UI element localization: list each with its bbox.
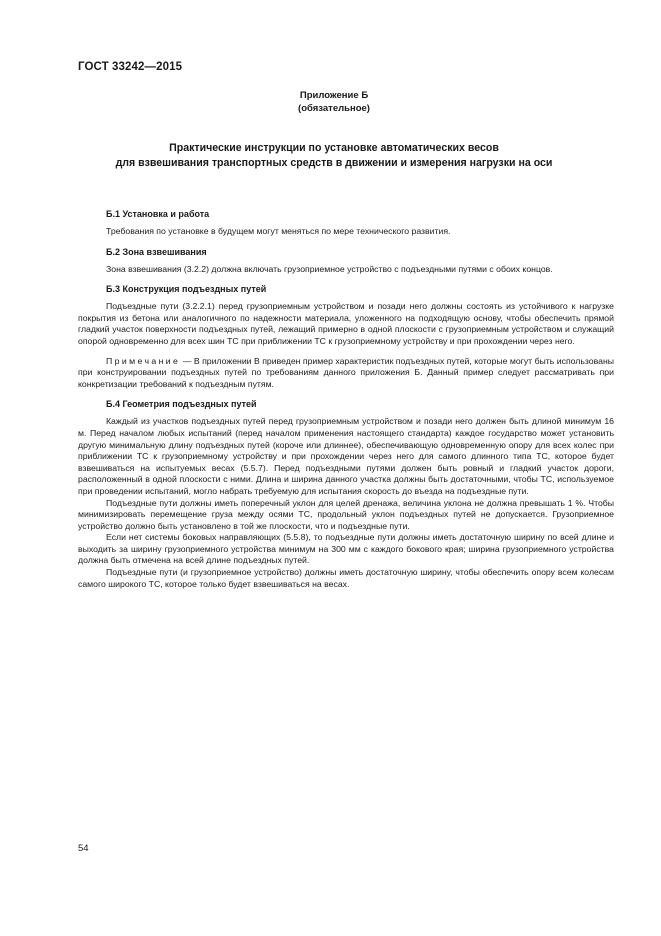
paragraph-b2-1: Зона взвешивания (3.2.2) должна включать грузоприемное устройство с подъездными путями с обоих концов. xyxy=(106,263,553,274)
document-code: ГОСТ 33242—2015 xyxy=(78,61,183,73)
note-b3 xyxy=(78,356,614,391)
document-body xyxy=(78,208,614,590)
section-heading-b4: Б.4 Геометрия подъездных путей xyxy=(106,399,257,410)
appendix-title: Приложение Б xyxy=(299,90,369,101)
main-title xyxy=(78,141,590,171)
paragraph-b4-1: Каждый из участков подъездных путей перед грузоприемным устройством и позади него должен быть длиной минимум 16 м. Перед началом любых испытаний (перед началом применения настоящего стандарта) каждое государство может установить другую минимальную длину подъездных путей (короче или длиннее), обеспечивающую одновременную опору для всех колес при приближении ТС к грузоприемному устройству и при прохождении через него для самого длинного типа ТС, которое будет взвешиваться на испытуемых весах (5.5.7). Перед подъездными путями должен быть ровный и гладкий участок дороги, расположенный в одной плоскости с ними. Длина и ширина данного участка должны быть достаточными, чтобы ТС, используемое при проведении испытаний, могло набрать требуемую для испытания скорость до въезда на подъездные пути. xyxy=(78,416,614,496)
appendix-header xyxy=(78,89,590,115)
appendix-status: (обязательное) xyxy=(298,103,370,114)
main-title-line-1: Практические инструкции по установке автоматических весов xyxy=(169,142,499,154)
page-number: 54 xyxy=(78,843,89,854)
paragraph-b4-2: Подъездные пути должны иметь поперечный уклон для целей дренажа, величина уклона не должна превышать 1 %. Чтобы минимизировать перемещение груза между осями ТС, продольный уклон подъездных путей не допускается. Грузоприемное устройство должно быть установлено в той же плоскости, что и подъездные пути. xyxy=(78,497,614,531)
paragraph-b4-3: Если нет системы боковых направляющих (5.5.8), то подъездные пути должны иметь достаточную ширину по всей длине и выходить за ширину грузоприемного устройства минимум на 300 мм с каждого бокового края; ширина грузоприемного устройства должна быть отмечена на всей длине подъездных путей. xyxy=(78,532,614,566)
note-label: Примечание xyxy=(106,355,181,366)
section-heading-b2: Б.2 Зона взвешивания xyxy=(106,246,207,257)
main-title-line-2: для взвешивания транспортных средств в движении и измерения нагрузки на оси xyxy=(115,157,553,169)
paragraph-b1-1: Требования по установке в будущем могут меняться по мере технического развития. xyxy=(106,226,451,236)
paragraph-b4-4: Подъездные пути (и грузоприемное устройство) должны иметь достаточную ширину, чтобы обеспечить опору всем колесам самого широкого ТС, которое только будет взвешиваться на весах. xyxy=(78,567,614,589)
note-text: — В приложении В приведен пример характеристик подъездных путей, которые могут быть использованы при конструировании подъездных путей по требованиям данного приложения Б. Данный пример следует рассматривать при конкретизации требований к подъездным путям. xyxy=(78,355,614,389)
section-heading-b3: Б.3 Конструкция подъездных путей xyxy=(106,284,267,295)
paragraph-b3-1: Подъездные пути (3.2.2.1) перед грузоприемным устройством и позади него должны состоять из устойчивого к нагрузке покрытия из бетона или аналогичного по надежности материала, уложенного на подходящую основу, чтобы обеспечить прямой гладкий участок поверхности подъездных путей, лежащий примерно в одной плоскости с грузоприемным устройством и служащий опорой одновременно для всех шин ТС при приближении ТС к грузоприемному устройству и при прохождении через него. xyxy=(78,301,614,346)
section-heading-b1: Б.1 Установка и работа xyxy=(106,209,210,219)
